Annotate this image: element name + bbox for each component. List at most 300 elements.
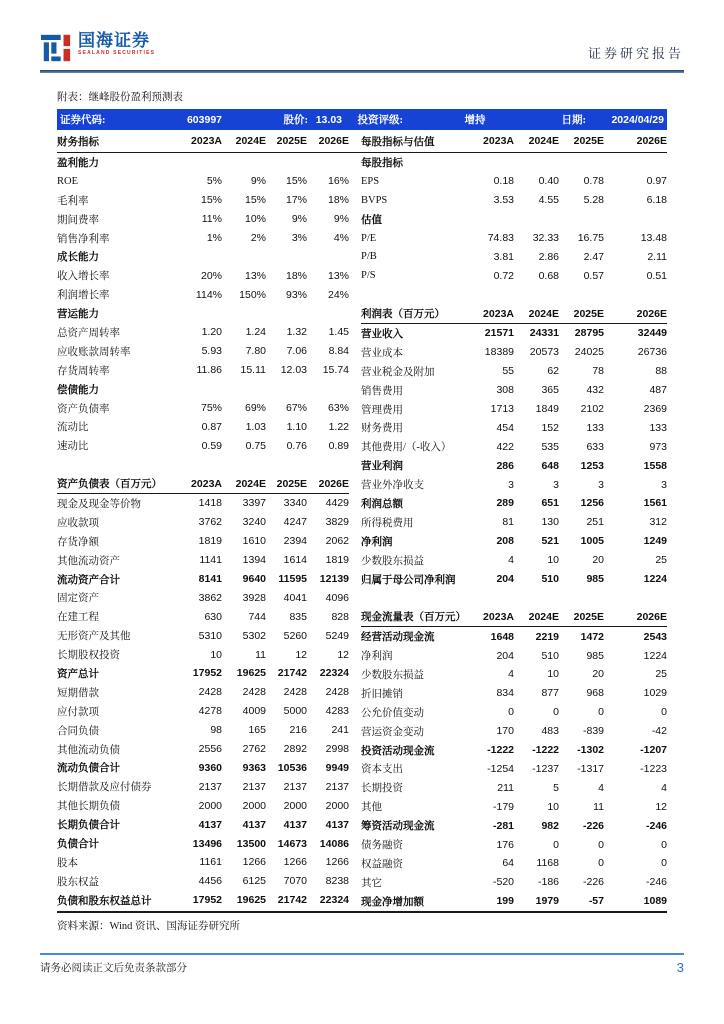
cell-value: 4 — [508, 554, 514, 567]
row-label: P/B — [361, 251, 377, 263]
cell-value: 286 — [496, 459, 514, 472]
cell-value: 63% — [327, 402, 349, 415]
cell-value: 14086 — [319, 837, 349, 850]
per-share-valuation-table — [361, 153, 667, 911]
cell-value: 365 — [541, 384, 559, 397]
cell-value: 0.18 — [493, 175, 514, 188]
row-label: 股东权益 — [57, 876, 99, 888]
cell-value: 2137 — [325, 780, 349, 793]
footer-disclaimer: 请务必阅读正文后免责条款部分 — [40, 963, 187, 974]
cell-value: 422 — [496, 440, 514, 453]
row-label: 利润增长率 — [57, 290, 110, 302]
cell-value: 7.06 — [286, 345, 307, 358]
cell-value: 2.11 — [647, 250, 667, 263]
cell-value: 15.11 — [240, 364, 266, 377]
table-row — [361, 456, 667, 475]
table-row — [361, 551, 667, 570]
cell-value: 1141 — [199, 554, 222, 567]
cell-value: -57 — [588, 895, 604, 908]
cell-value: 5.93 — [201, 345, 222, 358]
cell-value: 0 — [661, 857, 667, 870]
cell-value: 1.03 — [245, 420, 266, 433]
row-label: 债务融资 — [361, 840, 403, 851]
cell-value: 24025 — [574, 346, 604, 359]
cell-value: 20573 — [529, 346, 559, 359]
table-row — [361, 172, 667, 191]
table-row — [361, 588, 667, 607]
cell-value: 3762 — [198, 516, 222, 529]
cell-value: 13% — [327, 269, 349, 282]
row-label: 营业税金及附加 — [361, 366, 435, 378]
cell-value: 11 — [255, 648, 266, 661]
cell-value: 2543 — [643, 630, 667, 643]
cell-value: 877 — [541, 687, 559, 700]
price-label: 股价: — [283, 115, 308, 126]
cell-value: 22324 — [319, 667, 349, 680]
cell-value: 651 — [541, 497, 559, 510]
cell-value: 12 — [295, 648, 307, 661]
table-row — [57, 455, 349, 474]
cell-value: 114% — [195, 288, 222, 301]
tables-header-strip — [57, 130, 667, 153]
row-label: 股本 — [57, 857, 78, 869]
cell-value: 13496 — [192, 837, 222, 850]
cell-value: 12139 — [319, 573, 349, 586]
cell-value: 2.47 — [583, 250, 604, 263]
cell-value: 744 — [248, 610, 266, 623]
cell-value: 5249 — [325, 629, 349, 642]
cell-value: 312 — [649, 516, 667, 529]
table-row — [57, 683, 349, 702]
table-row — [361, 418, 667, 437]
row-label: 长期投资 — [361, 783, 403, 795]
cell-value: -186 — [537, 876, 559, 889]
cell-value: 4009 — [242, 705, 266, 718]
cell-value: 208 — [496, 535, 514, 548]
cell-value: 211 — [497, 781, 514, 794]
cell-value: 1472 — [580, 630, 604, 643]
cell-value: 1.45 — [328, 326, 349, 339]
row-label: 筹资活动现金流 — [361, 821, 435, 833]
table-row — [361, 797, 667, 816]
cell-value: 6.18 — [646, 194, 667, 207]
cell-value: 24331 — [529, 327, 559, 340]
cell-value: 6125 — [242, 875, 266, 888]
cell-value: 25 — [655, 554, 667, 567]
row-label: 应收款项 — [57, 517, 99, 529]
row-label: 每股指标与估值 — [361, 136, 435, 148]
cell-value: 170 — [496, 725, 514, 738]
row-label: 资产总计 — [57, 668, 99, 680]
cell-value: 13% — [244, 269, 266, 282]
cell-value: 2428 — [283, 686, 307, 699]
cell-value: -226 — [582, 819, 604, 832]
table-row — [361, 854, 667, 873]
table-row — [361, 400, 667, 419]
row-label: 其他费用/（-收入） — [361, 442, 452, 454]
financial-indicators-table-header — [57, 130, 349, 152]
table-row — [361, 892, 667, 911]
row-label: 其他流动资产 — [57, 555, 120, 567]
brand-text — [78, 32, 155, 56]
brand-name-cn: 国海证券 — [78, 31, 150, 50]
cell-value: -246 — [645, 819, 667, 832]
table-row — [57, 588, 349, 607]
cell-value: 3.81 — [493, 250, 514, 263]
cell-value: 21571 — [484, 327, 514, 340]
cell-value: 510 — [541, 573, 559, 586]
cell-value: 432 — [586, 384, 604, 397]
cell-value: 1266 — [242, 856, 266, 869]
row-label: 现金净增加额 — [361, 896, 424, 908]
table-row — [57, 740, 349, 759]
financial-indicators-table — [57, 153, 349, 911]
row-label: 营业利润 — [361, 461, 403, 473]
table-row — [361, 741, 667, 760]
cell-value: 3 — [661, 478, 667, 491]
cell-value: 2000 — [283, 799, 307, 812]
cell-value: 2023A — [483, 610, 514, 623]
cell-value: 1161 — [199, 856, 222, 869]
cell-value: 5.28 — [583, 194, 604, 207]
cell-value: 8238 — [325, 875, 349, 888]
cell-value: 633 — [586, 440, 604, 453]
table-header-row — [57, 130, 349, 152]
row-label: 营业外净收支 — [361, 480, 424, 492]
row-label: 存货周转率 — [57, 365, 110, 377]
cell-value: 20 — [592, 554, 604, 567]
row-label: 流动负债合计 — [57, 763, 120, 775]
cell-value: 2556 — [198, 743, 222, 756]
row-label: 净利润 — [361, 651, 393, 663]
cell-value: 9640 — [242, 573, 266, 586]
cell-value: 11% — [201, 213, 222, 226]
row-label: 流动比 — [57, 422, 89, 434]
sealand-logo-icon — [40, 32, 72, 64]
cell-value: 0 — [661, 838, 667, 851]
cell-value: 1819 — [198, 535, 222, 548]
table-row — [57, 172, 349, 191]
cell-value: 199 — [496, 895, 514, 908]
cell-value: 2137 — [283, 780, 307, 793]
row-label: 所得税费用 — [361, 517, 414, 529]
cell-value: 10 — [547, 800, 559, 813]
cell-value: 4 — [661, 781, 667, 794]
rating-value: 增持 — [464, 115, 486, 126]
cell-value: 14673 — [277, 837, 307, 850]
row-label: 利润总额 — [361, 498, 403, 510]
cell-value: -1254 — [487, 762, 514, 775]
cell-value: 9363 — [242, 761, 266, 774]
cell-value: 2% — [250, 232, 266, 244]
cell-value: 13.48 — [640, 232, 667, 244]
cell-value: 1979 — [535, 895, 559, 908]
cell-value: 0.72 — [493, 269, 514, 282]
price-value: 13.03 — [315, 113, 342, 126]
cell-value: 64 — [502, 857, 514, 870]
table-row — [361, 247, 667, 266]
header-divider — [40, 70, 684, 73]
row-label: 成长能力 — [57, 252, 99, 264]
cell-value: 1.22 — [328, 420, 349, 433]
cell-value: 165 — [248, 724, 266, 737]
cell-value: 216 — [289, 724, 307, 737]
cell-value: 1648 — [490, 630, 514, 643]
row-label: 无形资产及其他 — [57, 631, 131, 643]
cell-value: 2428 — [198, 686, 222, 699]
cell-value: 0.40 — [538, 175, 559, 188]
cell-value: 630 — [204, 610, 222, 623]
cell-value: 985 — [586, 649, 604, 662]
source-note: 资料来源：Wind 资讯、国海证券研究所 — [57, 920, 241, 932]
cell-value: 12 — [337, 648, 349, 661]
cell-value: 28795 — [574, 327, 604, 340]
table-row — [57, 323, 349, 342]
cell-value: 7.80 — [245, 345, 266, 358]
row-label: 固定资产 — [57, 593, 99, 605]
footer-divider — [40, 953, 684, 955]
cell-value: 2026E — [318, 135, 349, 147]
table-row — [57, 513, 349, 532]
cell-value: 8141 — [198, 573, 222, 586]
row-label: 资产负债率 — [57, 403, 110, 415]
date-label: 日期: — [561, 115, 586, 126]
cell-value: 2102 — [580, 403, 604, 416]
cell-value: 8.84 — [328, 345, 349, 358]
cell-value: 10536 — [277, 761, 307, 774]
stock-info-bar — [57, 109, 667, 130]
table-row — [57, 853, 349, 872]
table-row — [57, 759, 349, 778]
cell-value: 133 — [649, 421, 667, 434]
cell-value: 2369 — [643, 403, 667, 416]
row-label: 归属于母公司净利润 — [361, 574, 456, 586]
row-label: 长期股权投资 — [57, 650, 120, 662]
row-label: 其它 — [361, 877, 382, 889]
row-label: 在建工程 — [57, 612, 99, 624]
cell-value: 21742 — [277, 667, 307, 680]
cell-value: 11 — [593, 800, 604, 813]
cell-value: 204 — [496, 649, 514, 662]
cell-value: 17% — [285, 194, 307, 207]
cell-value: 1253 — [580, 459, 604, 472]
table-subheader-row — [361, 304, 667, 324]
cell-value: 1558 — [643, 459, 667, 472]
stock-code-value: 603997 — [186, 113, 223, 126]
cell-value: 4247 — [283, 516, 307, 529]
cell-value: 55 — [502, 365, 514, 378]
cell-value: 1168 — [536, 857, 559, 870]
cell-value: 2000 — [325, 799, 349, 812]
cell-value: 4041 — [283, 591, 307, 604]
table-row — [57, 494, 349, 513]
cell-value: 0 — [553, 838, 559, 851]
cell-value: 10% — [244, 213, 266, 226]
row-label: 存货净额 — [57, 536, 99, 548]
cell-value: 2026E — [636, 307, 667, 320]
table-row — [361, 437, 667, 456]
cell-value: 10 — [547, 668, 559, 681]
cell-value: 2762 — [242, 743, 266, 756]
cell-value: 5000 — [283, 705, 307, 718]
table-row — [57, 361, 349, 380]
row-label: 估值 — [361, 214, 382, 226]
table-row — [57, 626, 349, 645]
table-row — [361, 816, 667, 835]
cell-value: 15% — [200, 194, 222, 207]
brand-name-en: SEALAND SECURITIES — [78, 50, 156, 56]
row-label: 其他流动负债 — [57, 744, 120, 756]
row-label: 长期负债合计 — [57, 820, 120, 832]
cell-value: 483 — [541, 725, 559, 738]
table-row — [57, 796, 349, 815]
cell-value: 4137 — [242, 818, 266, 831]
cell-value: 3 — [598, 478, 604, 491]
cell-value: 5 — [553, 781, 559, 794]
cell-value: 75% — [200, 402, 222, 415]
cell-value: 535 — [541, 440, 559, 453]
table-row — [361, 665, 667, 684]
cell-value: 152 — [541, 421, 559, 434]
cell-value: 973 — [649, 440, 667, 453]
cell-value: 11.86 — [196, 364, 222, 377]
table-row — [361, 191, 667, 210]
cell-value: 1418 — [198, 497, 222, 510]
table-row — [361, 362, 667, 381]
cell-value: 18389 — [484, 346, 514, 359]
table-row — [57, 551, 349, 570]
cell-value: 9% — [291, 213, 307, 226]
table-row — [57, 210, 349, 229]
cell-value: 1.10 — [286, 420, 307, 433]
cell-value: 2219 — [535, 630, 559, 643]
table-row — [57, 399, 349, 418]
cell-value: 1029 — [643, 687, 667, 700]
table-row — [361, 285, 667, 304]
cell-value: 308 — [496, 384, 514, 397]
cell-value: 4283 — [325, 705, 349, 718]
table-row — [57, 872, 349, 891]
table-row — [57, 721, 349, 740]
cell-value: 1819 — [325, 554, 349, 567]
cell-value: 289 — [496, 497, 514, 510]
row-label: 速动比 — [57, 441, 89, 453]
table-row — [57, 645, 349, 664]
row-label: 经营活动现金流 — [361, 632, 435, 644]
cell-value: 130 — [541, 516, 559, 529]
cell-value: 2428 — [325, 686, 349, 699]
cell-value: 176 — [496, 838, 514, 851]
per-share-valuation-table-header — [361, 130, 667, 152]
cell-value: 2024E — [528, 610, 559, 623]
cell-value: 2023A — [483, 307, 514, 320]
cell-value: 0.57 — [583, 269, 604, 282]
cell-value: 32449 — [637, 327, 667, 340]
cell-value: 968 — [586, 687, 604, 700]
cell-value: 2026E — [318, 477, 349, 490]
row-label: EPS — [361, 175, 380, 187]
cell-value: 1561 — [643, 497, 667, 510]
cell-value: 1249 — [643, 535, 667, 548]
cell-value: 1256 — [580, 497, 604, 510]
row-label: 营业成本 — [361, 347, 403, 359]
cell-value: 4% — [333, 232, 349, 244]
cell-value: 0.78 — [583, 175, 604, 188]
cell-value: -520 — [492, 876, 514, 889]
table-row — [361, 778, 667, 797]
cell-value: 834 — [496, 687, 514, 700]
row-label: 毛利率 — [57, 195, 89, 207]
cell-value: -1223 — [640, 762, 667, 775]
row-label: 现金流量表（百万元） — [361, 612, 466, 624]
cell-value: 10 — [547, 554, 559, 567]
cell-value: 3240 — [242, 516, 266, 529]
row-label: 财务指标 — [57, 136, 99, 148]
cell-value: 10 — [210, 648, 222, 661]
cell-value: 5% — [206, 175, 222, 188]
forecast-tables — [57, 130, 667, 913]
row-label: 净利润 — [361, 536, 393, 548]
cell-value: 19625 — [236, 667, 266, 680]
doc-type-label: 证券研究报告 — [587, 46, 684, 61]
cell-value: -246 — [645, 876, 667, 889]
row-label: 应付款项 — [57, 706, 99, 718]
cell-value: -281 — [492, 819, 514, 832]
table-subheader-row — [361, 607, 667, 627]
cell-value: 18% — [285, 269, 307, 282]
cell-value: 2025E — [276, 477, 307, 490]
cell-value: 510 — [541, 649, 559, 662]
tables-gap — [349, 153, 361, 911]
cell-value: 4137 — [325, 818, 349, 831]
cell-value: 4.55 — [538, 194, 559, 207]
cell-value: 15% — [285, 175, 307, 188]
table-row — [57, 229, 349, 248]
cell-value: -1317 — [577, 762, 604, 775]
cell-value: 88 — [655, 365, 667, 378]
table-row — [57, 570, 349, 589]
cell-value: 0 — [661, 706, 667, 719]
cell-value: 3 — [553, 478, 559, 491]
table-row — [57, 153, 349, 172]
cell-value: 4 — [508, 668, 514, 681]
cell-value: 3397 — [242, 497, 266, 510]
table-row — [57, 380, 349, 399]
table-row — [57, 285, 349, 304]
cell-value: 78 — [592, 365, 604, 378]
cell-value: 1266 — [325, 856, 349, 869]
cell-value: 0 — [598, 706, 604, 719]
row-label: 销售净利率 — [57, 233, 110, 245]
table-row — [361, 475, 667, 494]
row-label: 现金及现金等价物 — [57, 498, 141, 510]
cell-value: 3 — [508, 478, 514, 491]
date-value: 2024/04/29 — [611, 113, 664, 126]
cell-value: 16.75 — [577, 232, 604, 244]
table-row — [361, 570, 667, 589]
cell-value: 5260 — [283, 629, 307, 642]
footer — [40, 960, 684, 975]
cell-value: 3% — [291, 232, 307, 244]
page-number: 3 — [676, 960, 684, 975]
table-row — [57, 266, 349, 285]
cell-value: 0.87 — [201, 420, 222, 433]
row-label: ROE — [57, 175, 78, 187]
cell-value: 454 — [496, 421, 514, 434]
cell-value: 0.76 — [286, 439, 307, 452]
row-label: 管理费用 — [361, 404, 403, 416]
tables-gap — [349, 130, 361, 152]
